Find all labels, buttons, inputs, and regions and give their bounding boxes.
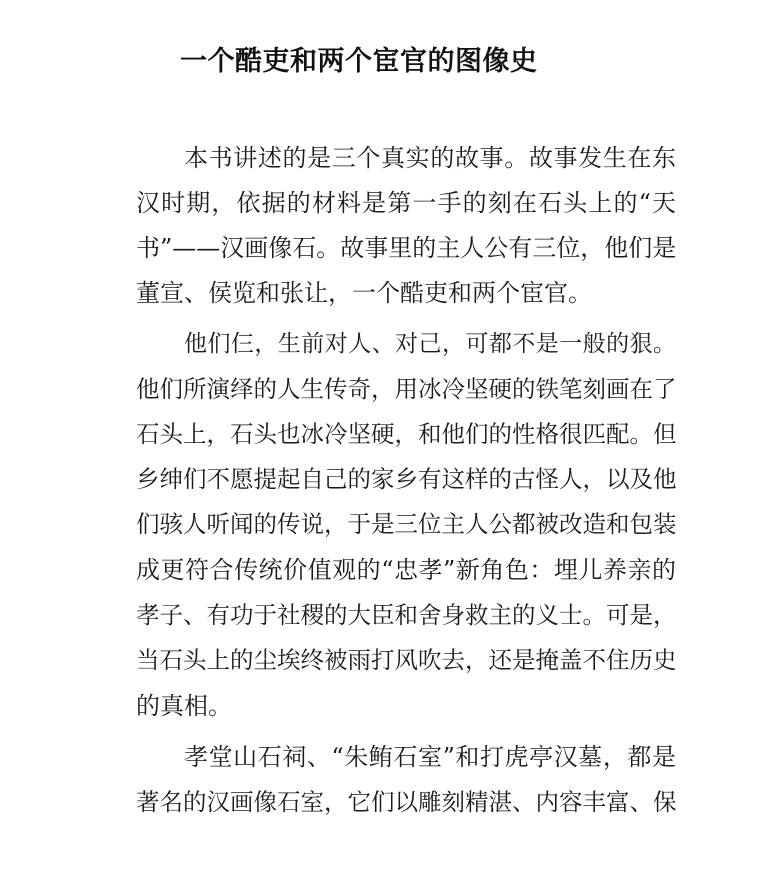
text-line: 董宣、侯览和张让，一个酷吏和两个宦官。: [136, 279, 592, 307]
text-line: 乡绅们不愿提起自己的家乡有这样的古怪人，以及他: [136, 465, 677, 493]
chapter-title: 一个酷吏和两个宦官的图像史: [180, 46, 538, 77]
text-line: 成更符合传统价值观的“忠孝”新角色：埋儿养亲的: [136, 556, 676, 584]
text-line: 汉时期，依据的材料是第一手的刻在石头上的“天: [136, 189, 676, 217]
text-line: 他们所演绎的人生传奇，用冰冷坚硬的铁笔刻画在了: [136, 375, 677, 403]
text-line: 石头上，石头也冰冷坚硬，和他们的性格很匹配。但: [136, 420, 677, 448]
text-line: 们骇人听闻的传说，于是三位主人公都被改造和包装: [136, 510, 677, 538]
text-line: 本书讲述的是三个真实的故事。故事发生在东: [184, 144, 676, 172]
text-line: 的真相。: [136, 692, 232, 720]
text-line: 当石头上的尘埃终被雨打风吹去，还是掩盖不住历史: [136, 646, 677, 674]
text-line: 他们仨，生前对人、对己，可都不是一般的狠。: [184, 331, 676, 357]
text-line: 孝堂山石祠、“朱鲔石室”和打虎亭汉墓，都是: [184, 743, 676, 771]
text-line: 孝子、有功于社稷的大臣和舍身救主的义士。可是，: [136, 601, 677, 629]
text-line: 著名的汉画像石室，它们以雕刻精湛、内容丰富、保: [136, 788, 677, 816]
text-line: 书”——汉画像石。故事里的主人公有三位，他们是: [136, 234, 677, 262]
